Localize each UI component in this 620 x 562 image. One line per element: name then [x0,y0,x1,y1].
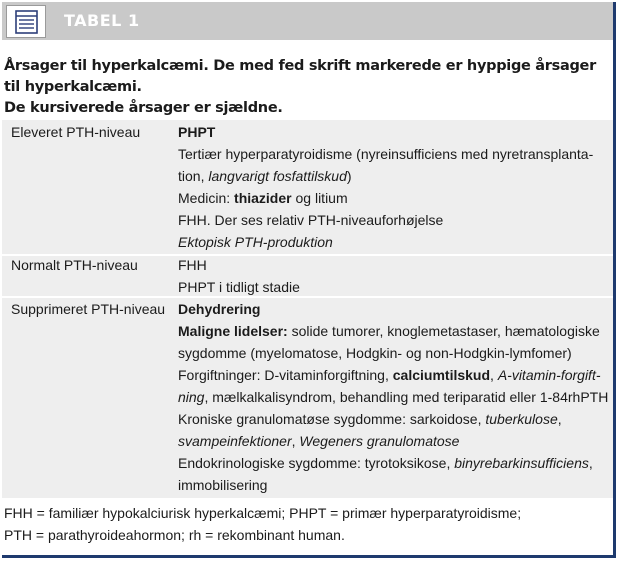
cause-bold: Maligne lidelser: [178,323,288,339]
cause-bold: calciumtilskud [392,367,491,383]
cause-text: , [490,367,498,383]
cause-text: , [557,411,562,427]
cause-text: Endokrinologiske sygdomme: tyrotoksikose, [178,455,455,471]
footnote-line-2: PTH = parathyroideahormon; rh = rekombinant human. [4,527,345,543]
cause-italic: svampeinfektioner [178,433,292,449]
cause-text: Tertiær hyperparatyroidisme (nyreinsufficiens med nyretransplanta- [178,146,594,162]
table-row [2,256,613,296]
cause-italic: binyrebarkinsufficiens [454,455,589,471]
cause-text: PHPT i tidligt stadie [178,279,300,295]
table-caption [4,56,604,119]
footnote-line-1: FHH = familiær hypokalciurisk hyperkalcæmi; PHPT = primær hyperparatyroidisme; [4,505,522,521]
row-content [178,254,608,298]
table-header [2,2,613,40]
cause-bold: Dehydrering [178,301,261,317]
cause-text: FHH [178,257,207,273]
table-row [2,120,613,254]
table-icon [6,5,46,38]
cause-text: tion, [178,168,209,184]
cause-italic: ning [178,389,205,405]
table-frame [2,2,616,558]
cause-italic: A-vitamin-forgift- [497,367,601,383]
table-footnote [4,502,521,546]
cause-text: ) [346,168,352,184]
table-title: TABEL 1 [64,11,140,30]
cause-text: Forgiftninger: D-vitaminforgiftning, [178,367,393,383]
cause-text: , [291,433,300,449]
row-label: Supprimeret PTH-niveau [11,301,166,317]
cause-text: sygdomme (myelomatose, Hodgkin- og non-Hodgkin-lymfomer) [178,345,572,361]
table-row [2,298,613,498]
cause-text: , [588,455,593,471]
caption-line-2: De kursiverede årsager er sjældne. [4,100,283,116]
cause-bold: thiazider [234,190,292,206]
cause-text: Medicin: [178,190,235,206]
row-label: Normalt PTH-niveau [11,257,138,273]
cause-italic: langvarigt fosfattilskud [208,168,347,184]
cause-text: immobilisering [178,477,268,493]
cause-text: , mælkalkalisyndrom, behandling med teriparatid eller 1-84rhPTH [204,389,609,405]
cause-text: solide tumorer, knoglemetastaser, hæmatologiske [287,323,600,339]
cause-text: og litium [291,190,348,206]
caption-line-1: Årsager til hyperkalcæmi. De med fed skrift markerede er hyppige årsager til hyperkalcæmi. [4,58,596,95]
cause-italic: tuberkulose [485,411,558,427]
cause-text: FHH. Der ses relativ PTH-niveauforhøjelse [178,212,444,228]
row-label: Eleveret PTH-niveau [11,124,141,140]
row-content [178,298,608,496]
cause-text: Kroniske granulomatøse sygdomme: sarkoidose, [178,411,486,427]
cause-bold: PHPT [178,124,216,140]
row-content [178,121,608,253]
cause-italic: Wegeners granulomatose [299,433,460,449]
cause-italic: Ektopisk PTH-produktion [178,234,333,250]
